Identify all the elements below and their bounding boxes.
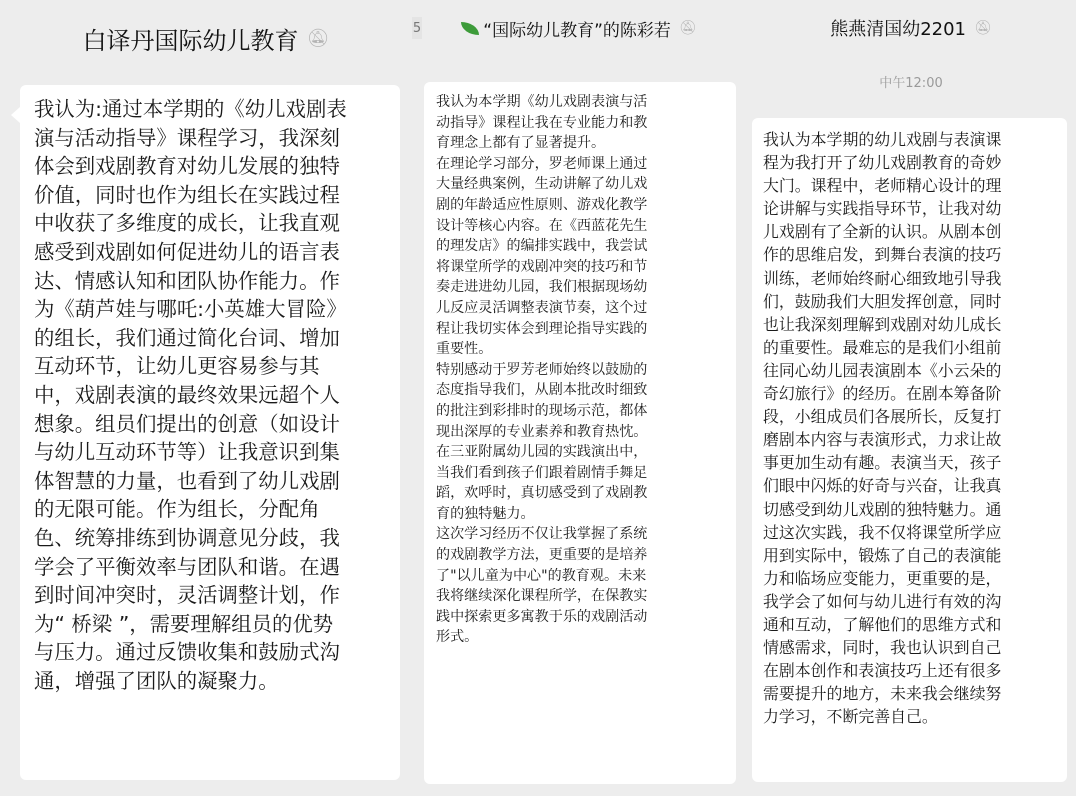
message-line: 段，小组成员们各展所长，反复打	[763, 407, 1002, 427]
message-line: 切感受到幼儿戏剧的独特魅力。通	[763, 499, 1002, 519]
message-line: 色、统筹排练到协调意见分歧，我	[34, 525, 340, 550]
message-line: 通，增强了团队的凝聚力。	[34, 668, 279, 693]
chat-title: “国际幼儿教育”的陈彩若	[483, 20, 671, 41]
message-line: 中，戏剧表演的最终效果远超个人	[34, 382, 340, 407]
message-line: 我认为:通过本学期的《幼儿戏剧表	[34, 97, 347, 121]
chat-panel-2	[412, 0, 746, 796]
chat-title: 白译丹国际幼儿教育	[82, 26, 299, 55]
message-line: 达、情感认知和团队协作能力。作	[34, 268, 340, 293]
message-line: 动指导》课程让我在专业能力和教	[436, 114, 648, 131]
message-line: 情感需求，同时，我也认识到自己	[763, 638, 1002, 658]
message-line: 的戏剧教学方法，更重要的是培养	[436, 547, 648, 564]
chat-header[interactable]	[746, 0, 1076, 56]
message-line: 大门。课程中，老师精心设计的理	[763, 176, 1002, 196]
message-line: 现出深厚的专业素养和教育热忱。	[436, 423, 648, 440]
bell-off-icon: 🔕︎	[974, 20, 992, 36]
message-line: 我认为本学期《幼儿戏剧表演与活	[436, 94, 648, 110]
message-line: 践中探索更多寓教于乐的戏剧活动	[436, 608, 648, 625]
message-line: 儿反应灵活调整表演节奏，这个过	[436, 299, 648, 316]
leaf-icon	[461, 22, 479, 35]
message-line: 在剧本创作和表演技巧上还有很多	[763, 661, 1002, 681]
message-line: 与压力。通过反馈收集和鼓励式沟	[34, 640, 340, 665]
message-line: 重要性。	[436, 341, 493, 358]
chat-header[interactable]	[412, 0, 746, 56]
message-line: 了"以儿童为中心"的教育观。未来	[436, 567, 647, 584]
message-line: 想象。组员们提出的创意（如设计	[34, 411, 340, 436]
message-line: 的无限可能。作为组长，分配角	[34, 497, 320, 522]
chat-panel-3	[746, 0, 1076, 796]
message-line: 这次学习经历不仅让我掌握了系统	[436, 526, 648, 543]
message-line: 的重要性。最难忘的是我们小组前	[763, 337, 1002, 357]
message-line: 过这次实践，我不仅将课堂所学应	[763, 522, 1002, 542]
message-paragraph	[436, 524, 736, 648]
message-line: 在理论学习部分，罗老师课上通过	[436, 155, 648, 172]
message-text	[34, 95, 400, 695]
bell-off-icon: 🔕︎	[306, 27, 330, 49]
message-line: 奏走进进幼儿园，我们根据现场幼	[436, 279, 648, 296]
message-line: 程为我打开了幼儿戏剧教育的奇妙	[763, 153, 1002, 173]
message-line: 用到实际中，锻炼了自己的表演能	[763, 545, 1002, 565]
message-bubble[interactable]	[20, 85, 400, 780]
message-line: 当我们看到孩子们跟着剧情手舞足	[436, 464, 648, 481]
message-line: 到时间冲突时，灵活调整计划，作	[34, 583, 340, 608]
message-line: 也让我深刻理解到戏剧对幼儿成长	[763, 314, 1002, 334]
message-line: 儿戏剧有了全新的认识。从剧本创	[763, 222, 1002, 242]
message-line: 作的思维启发，到舞台表演的技巧	[763, 245, 1002, 265]
message-line: 与幼儿互动环节等）让我意识到集	[34, 440, 340, 465]
message-line: 们眼中闪烁的好奇与兴奋，让我真	[763, 476, 1002, 496]
message-text	[763, 128, 1067, 728]
message-line: 互动环节，让幼儿更容易参与其	[34, 354, 320, 379]
message-line: 在三亚附属幼儿园的实践演出中，	[436, 444, 648, 461]
message-line: 磨剧本内容与表演形式，力求让故	[763, 430, 1002, 450]
message-line: 的组长，我们通过简化台词、增加	[34, 325, 340, 350]
message-line: 事更加生动有趣。表演当天，孩子	[763, 453, 1002, 473]
chat-title: 熊燕清国幼2201	[830, 19, 967, 40]
message-line: 蹈，欢呼时，真切感受到了戏剧教	[436, 485, 648, 502]
message-line: 育理念上都有了显著提升。	[436, 135, 606, 152]
message-line: 中收获了多维度的成长，让我直观	[34, 211, 340, 236]
message-line: 演与活动指导》课程学习，我深刻	[34, 125, 340, 150]
message-line: 论讲解与实践指导环节，让我对幼	[763, 199, 1002, 219]
message-line: 体智慧的力量，也看到了幼儿戏剧	[34, 468, 340, 493]
message-line: 通和互动，了解他们的思维方式和	[763, 614, 1002, 634]
message-line: 我学会了如何与幼儿进行有效的沟	[763, 591, 1002, 611]
chat-header[interactable]	[0, 0, 412, 76]
message-line: 需要提升的地方，未来我会继续努	[763, 684, 1002, 704]
bell-off-icon: 🔕︎	[678, 20, 697, 36]
message-line: 为“ 桥梁 ”，需要理解组员的优势	[34, 611, 334, 636]
message-line: 们，鼓励我们大胆发挥创意，同时	[763, 291, 1002, 311]
message-line: 体会到戏剧教育对幼儿发展的独特	[34, 154, 340, 179]
message-line: 程让我切实体会到理论指导实践的	[436, 320, 648, 337]
message-line: 的批注到彩排时的现场示范，都体	[436, 402, 648, 419]
message-line: 育的独特魅力。	[436, 505, 535, 522]
message-bubble[interactable]	[752, 118, 1067, 782]
message-paragraph	[436, 92, 736, 154]
message-line: 力和临场应变能力，更重要的是，	[763, 568, 1002, 588]
message-line: 训练，老师始终耐心细致地引导我	[763, 268, 1002, 288]
message-line: 感受到戏剧如何促进幼儿的语言表	[34, 239, 340, 264]
message-line: 特别感动于罗芳老师始终以鼓励的	[436, 361, 648, 378]
message-line: 剧的年龄适应性原则、游戏化教学	[436, 196, 648, 213]
message-line: 我认为本学期的幼儿戏剧与表演课	[763, 130, 1002, 149]
message-paragraph	[436, 154, 736, 360]
message-line: 奇幻旅行》的经历。在剧本筹备阶	[763, 384, 1002, 404]
message-bubble[interactable]	[424, 82, 736, 784]
message-line: 的理发店》的编排实践中，我尝试	[436, 238, 648, 255]
message-line: 态度指导我们，从剧本批改时细致	[436, 382, 648, 399]
message-line: 设计等核心内容。在《西蓝花先生	[436, 217, 648, 234]
message-paragraph	[436, 360, 736, 525]
message-line: 将课堂所学的戏剧冲突的技巧和节	[436, 258, 648, 275]
message-line: 我将继续深化课程所学，在保教实	[436, 588, 648, 605]
message-line: 大量经典案例，生动讲解了幼儿戏	[436, 176, 648, 193]
chat-panel-1	[0, 0, 412, 796]
edge-number: 5	[412, 17, 422, 39]
message-line: 形式。	[436, 629, 479, 646]
message-line: 学会了平衡效率与团队和谐。在遇	[34, 554, 340, 579]
message-line: 为《葫芦娃与哪吒:小英雄大冒险》	[34, 297, 347, 322]
message-timestamp: 中午12:00	[879, 76, 943, 91]
message-line: 往同心幼儿园表演剧本《小云朵的	[763, 360, 1002, 380]
message-line: 价值，同时也作为组长在实践过程	[34, 182, 340, 207]
message-line: 力学习，不断完善自己。	[763, 707, 938, 727]
